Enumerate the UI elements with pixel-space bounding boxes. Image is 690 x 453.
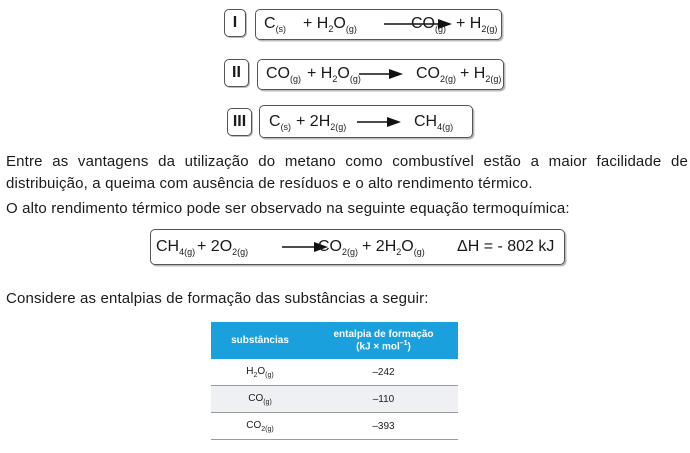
enthalpy-value-cell: –393 [309, 413, 458, 440]
header-substances: substâncias [211, 322, 309, 359]
reaction-label-III: III [227, 108, 252, 136]
reaction-label-II: II [224, 59, 249, 87]
reaction-arrow-icon [357, 116, 401, 128]
thermochemical-equation: $CH_{4(g)}$ + $2O_{2(g)}$ $CO_{2(g)}$ + $2H_2O_{(g)}$ ΔH = - 802 kJ [150, 229, 565, 265]
header-enthalpy: entalpia de formação (kJ × mol$^{-1}$) [309, 322, 458, 359]
paragraph-thermo-intro: O alto rendimento térmico pode ser observado na seguinte equação termoquímica: [6, 200, 570, 217]
paragraph-enthalpies: Considere as entalpias de formação das substâncias a seguir: [6, 290, 429, 307]
substance-cell: $CO_{2(g)}$ [211, 413, 309, 440]
table-row [211, 413, 458, 440]
enthalpy-change: ΔH = - 802 kJ [457, 238, 555, 255]
table-row [211, 359, 458, 386]
reaction-equation-I: $C_{(s)}$ + $H_2O_{(g)}$ $CO_{(g)}$ + $H_{2(g)}$ [255, 9, 502, 40]
enthalpy-table [211, 322, 458, 440]
reaction-equation-III: $C_{(s)}$ + $2H_{2(g)}$ $CH_{4(g)}$ [259, 105, 473, 138]
reactant-formula: C [264, 15, 276, 32]
reaction-equation-II: $CO_{(g)}$ + $H_2O_{(g)}$ $CO_{2(g)}$ + $H_{2(g)}$ [257, 59, 504, 90]
enthalpy-value-cell: –110 [309, 386, 458, 413]
reaction-arrow-icon [359, 68, 403, 80]
table-row [211, 386, 458, 413]
paragraph-advantages: Entre as vantagens da utilização do metano como combustível estão a maior facilidade de distribuição, a queima com ausência de resíduos e o alto rendimento térmico. [6, 153, 688, 192]
reaction-label-I: I [224, 9, 246, 37]
enthalpy-value-cell: –242 [309, 359, 458, 386]
substance-cell: $H_2O_{(g)}$ [211, 359, 309, 386]
substance-cell: $CO_{(g)}$ [211, 386, 309, 413]
